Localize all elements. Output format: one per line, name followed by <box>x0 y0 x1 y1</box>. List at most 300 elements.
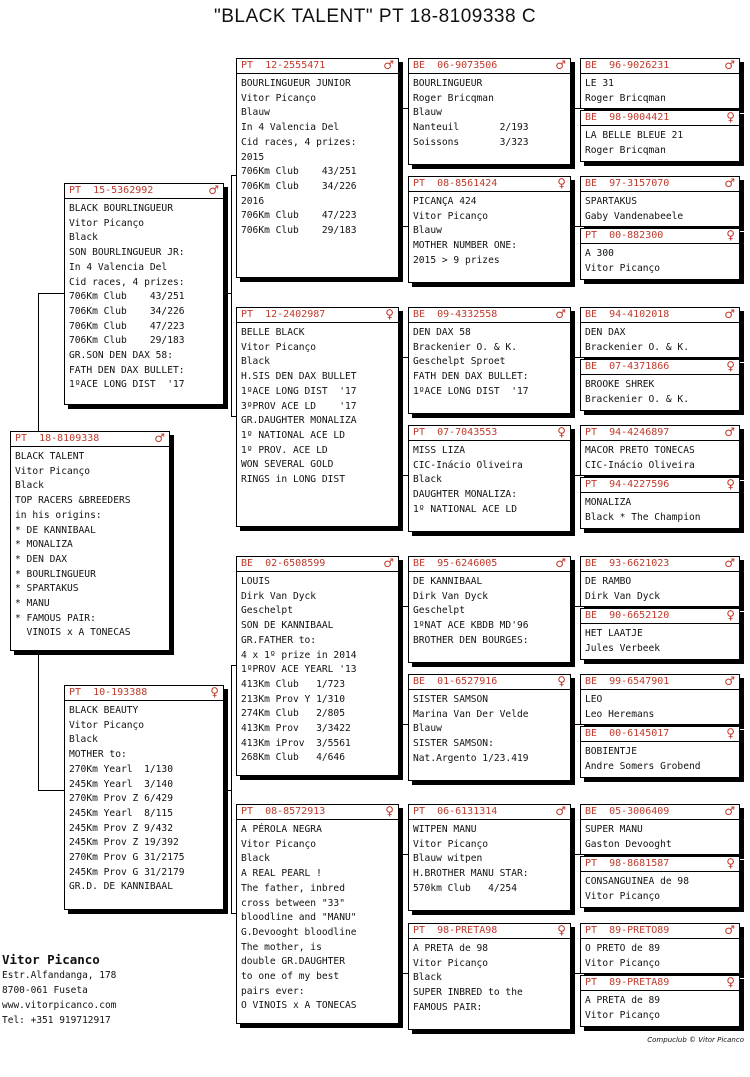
pigeon-name: BELLE BLACK <box>241 327 305 338</box>
male-symbol-icon: ♂ <box>383 58 394 72</box>
detail-line: 245Km Prov Z 9/432 <box>69 822 173 834</box>
pigeon-card-ggp-5[interactable] <box>408 556 571 663</box>
detail-line: 706Km Club 47/223 <box>241 210 357 222</box>
pigeon-name: SPARTAKUS <box>585 196 637 207</box>
breeder-phone: Tel: +351 919712917 <box>2 1015 111 1026</box>
connector-line <box>400 973 408 974</box>
detail-line: Black <box>413 972 442 984</box>
ring-number: BE 05-3006409 ♂ <box>581 805 739 820</box>
card-details <box>581 441 739 473</box>
female-symbol-icon: ♀ <box>385 804 394 818</box>
detail-line: In 4 Valencia Del <box>241 122 340 134</box>
pigeon-card-g12[interactable] <box>580 726 740 778</box>
detail-line: G.Devooght bloodline <box>241 926 357 938</box>
card-details <box>581 690 739 722</box>
pigeon-card-g7[interactable] <box>580 425 740 476</box>
card-details <box>581 74 739 106</box>
detail-line: bloodline and "MANU" <box>241 912 357 924</box>
detail-line: Geschelpt <box>241 605 293 617</box>
ring-number: PT 12-2555471 ♂ <box>237 59 398 74</box>
female-symbol-icon: ♀ <box>557 425 566 439</box>
detail-line: TOP RACERS &BREEDERS <box>15 495 131 507</box>
detail-line: 570km Club 4/254 <box>413 882 517 894</box>
detail-line: * FAMOUS PAIR: <box>15 612 96 624</box>
male-symbol-icon: ♂ <box>555 58 566 72</box>
pigeon-name: WITPEN MANU <box>413 824 477 835</box>
card-details <box>65 199 223 393</box>
detail-line: Geschelpt Sproet <box>413 356 506 368</box>
ring-number: PT 89-PRETO89 ♂ <box>581 924 739 939</box>
connector-line <box>400 724 408 725</box>
male-symbol-icon: ♂ <box>724 58 735 72</box>
pigeon-name: LE 31 <box>585 78 614 89</box>
connector-line <box>38 790 64 791</box>
pigeon-name: BROOKE SHREK <box>585 379 655 390</box>
pigeon-name: LEO <box>585 694 603 705</box>
detail-line: 245Km Prov G 31/2179 <box>69 866 185 878</box>
detail-line: RINGS in LONG DIST <box>241 474 345 486</box>
male-symbol-icon: ♂ <box>555 307 566 321</box>
pigeon-name: BLACK BOURLINGUEUR <box>69 203 173 214</box>
detail-line: Blauw <box>241 107 270 119</box>
detail-line: GR.DAUGHTER MONALIZA <box>241 415 357 427</box>
pigeon-card-g2[interactable] <box>580 110 740 162</box>
card-details <box>409 441 570 518</box>
pigeon-name: MISS LIZA <box>413 445 465 456</box>
pigeon-card-ggp-1[interactable] <box>408 58 571 165</box>
detail-line: 1º NATIONAL ACE LD <box>241 429 345 441</box>
pigeon-card-g9[interactable] <box>580 556 740 607</box>
detail-line: Vitor Picanço <box>69 217 145 229</box>
female-symbol-icon: ♀ <box>726 477 735 491</box>
pigeon-card-sire-sire[interactable] <box>236 58 399 278</box>
detail-line: CIC-Inácio Oliveira <box>585 459 695 471</box>
detail-line: Leo Heremans <box>585 708 655 720</box>
pigeon-card-ggp-2[interactable] <box>408 176 571 283</box>
detail-line: 706Km Club 47/223 <box>69 320 185 332</box>
detail-line: * SPARTAKUS <box>15 583 79 595</box>
card-details <box>581 572 739 604</box>
card-details <box>409 690 570 767</box>
pigeon-card-g1[interactable] <box>580 58 740 109</box>
ring-number: PT 94-4227596 ♀ <box>581 478 739 493</box>
detail-line: The father, inbred <box>241 882 345 894</box>
detail-line: 1ºPROV ACE YEARL '13 <box>241 664 357 676</box>
ring-number: PT 08-8572913 ♀ <box>237 805 398 820</box>
male-symbol-icon: ♂ <box>724 307 735 321</box>
detail-line: Vitor Picanço <box>585 262 661 274</box>
detail-line: GR.D. DE KANNIBAAL <box>69 881 173 893</box>
detail-line: Black <box>241 853 270 865</box>
detail-line: Soissons 3/323 <box>413 136 529 148</box>
male-symbol-icon: ♂ <box>724 425 735 439</box>
connector-line <box>400 357 408 358</box>
pigeon-card-g16[interactable] <box>580 975 740 1027</box>
detail-line: SISTER SAMSON: <box>413 738 494 750</box>
detail-line: 2015 <box>241 151 265 163</box>
detail-line: Brackenier O. & K. <box>413 341 517 353</box>
detail-line: 706Km Club 34/226 <box>69 305 185 317</box>
detail-line: Gaby Vandenabeele <box>585 210 684 222</box>
detail-line: Brackenier O. & K. <box>585 341 689 353</box>
card-details <box>581 872 739 904</box>
female-symbol-icon: ♀ <box>726 856 735 870</box>
detail-line: 1º NATIONAL ACE LD <box>413 503 517 515</box>
detail-line: Black <box>241 356 270 368</box>
detail-line: A REAL PEARL ! <box>241 868 322 880</box>
detail-line: MOTHER NUMBER ONE: <box>413 240 517 252</box>
connector-line <box>400 606 408 607</box>
card-details <box>237 323 398 488</box>
detail-line: Marina Van Der Velde <box>413 708 529 720</box>
pigeon-card-g8[interactable] <box>580 477 740 529</box>
pigeon-card-g4[interactable] <box>580 228 740 280</box>
breeder-address: Estr.Alfandanga, 178 <box>2 970 117 981</box>
male-symbol-icon: ♂ <box>724 556 735 570</box>
card-details <box>581 493 739 525</box>
pigeon-name: DEN DAX 58 <box>413 327 471 338</box>
ring-number: PT 00-882300 ♀ <box>581 229 739 244</box>
pigeon-name: BOURLINGUEUR <box>413 78 483 89</box>
pigeon-name: BOURLINGUEUR JUNIOR <box>241 78 351 89</box>
detail-line: * MANU <box>15 598 50 610</box>
pigeon-card-dam-sire[interactable] <box>236 556 399 776</box>
pigeon-card-ggp-7[interactable] <box>408 804 571 911</box>
card-details <box>409 572 570 649</box>
card-details <box>581 742 739 774</box>
ring-number: BE 00-6145017 ♀ <box>581 727 739 742</box>
detail-line: 1ºACE LONG DIST '17 <box>413 385 529 397</box>
pigeon-card-sire[interactable] <box>64 183 224 405</box>
ring-number: BE 09-4332558 ♂ <box>409 308 570 323</box>
detail-line: 3ºPROV ACE LD '17 <box>241 400 357 412</box>
pigeon-card-g15[interactable] <box>580 923 740 974</box>
footer-credit: Compuclub © Vitor Picanco <box>647 1036 744 1044</box>
detail-line: SUPER INBRED to the <box>413 987 523 999</box>
ring-number: PT 07-7043553 ♀ <box>409 426 570 441</box>
detail-line: Vitor Picanço <box>585 890 661 902</box>
connector-line <box>572 357 580 358</box>
pigeon-card-ggp-3[interactable] <box>408 307 571 414</box>
pigeon-name: SISTER SAMSON <box>413 694 489 705</box>
breeder-info <box>2 952 116 1028</box>
detail-line: Blauw witpen <box>413 853 483 865</box>
detail-line: Roger Bricqman <box>585 144 666 156</box>
pigeon-card-g10[interactable] <box>580 608 740 660</box>
detail-line: SON BOURLINGUEUR JR: <box>69 247 185 259</box>
connector-line <box>572 724 580 725</box>
detail-line: FATH DEN DAX BULLET: <box>413 371 529 383</box>
detail-line: Black <box>69 734 98 746</box>
breeder-website[interactable]: www.vitorpicanco.com <box>2 1000 117 1011</box>
detail-line: H.SIS DEN DAX BULLET <box>241 371 357 383</box>
card-details <box>581 624 739 656</box>
card-details <box>581 126 739 158</box>
female-symbol-icon: ♀ <box>557 923 566 937</box>
detail-line: H.BROTHER MANU STAR: <box>413 868 529 880</box>
female-symbol-icon: ♀ <box>726 359 735 373</box>
detail-line: Roger Bricqman <box>413 92 494 104</box>
male-symbol-icon: ♂ <box>555 804 566 818</box>
breeder-name: Vitor Picanco <box>2 952 100 967</box>
detail-line: 1ºACE LONG DIST '17 <box>69 379 185 391</box>
detail-line: Vitor Picanço <box>15 465 91 477</box>
detail-line: Dirk Van Dyck <box>585 590 661 602</box>
ring-number: PT 06-6131314 ♂ <box>409 805 570 820</box>
detail-line: 245Km Yearl 8/115 <box>69 807 173 819</box>
pigeon-card-sire-dam[interactable] <box>236 307 399 527</box>
detail-line: 2016 <box>241 195 265 207</box>
female-symbol-icon: ♀ <box>557 674 566 688</box>
detail-line: Black <box>15 480 44 492</box>
detail-line: GR.SON DEN DAX 58: <box>69 350 173 362</box>
male-symbol-icon: ♂ <box>555 556 566 570</box>
pigeon-name: PICANÇA 424 <box>413 196 477 207</box>
detail-line: O VINOIS x A TONECAS <box>241 1000 357 1012</box>
detail-line: 706Km Club 34/226 <box>241 180 357 192</box>
connector-line <box>400 108 408 109</box>
detail-line: MOTHER to: <box>69 749 127 761</box>
detail-line: Gaston Devooght <box>585 838 672 850</box>
detail-line: 270Km Prov Z 6/429 <box>69 793 173 805</box>
detail-line: Jules Verbeek <box>585 642 661 654</box>
pigeon-card-ggp-4[interactable] <box>408 425 571 532</box>
detail-line: The mother, is <box>241 941 322 953</box>
detail-line: double GR.DAUGHTER <box>241 956 345 968</box>
pigeon-card-g11[interactable] <box>580 674 740 725</box>
detail-line: Vitor Picanço <box>241 92 317 104</box>
connector-line <box>400 475 408 476</box>
card-details <box>581 192 739 224</box>
ring-number: PT 98-8681587 ♀ <box>581 857 739 872</box>
detail-line: 270Km Prov G 31/2175 <box>69 852 185 864</box>
detail-line: cross between "33" <box>241 897 345 909</box>
detail-line: 706Km Club 29/183 <box>69 335 185 347</box>
pigeon-card-subject[interactable] <box>10 431 170 651</box>
ring-number: BE 98-9004421 ♀ <box>581 111 739 126</box>
detail-line: 1ºACE LONG DIST '17 <box>241 385 357 397</box>
detail-line: Vitor Picanço <box>241 341 317 353</box>
detail-line: Nanteuil 2/193 <box>413 122 529 134</box>
pigeon-name: CONSANGUINEA de 98 <box>585 876 689 887</box>
card-details <box>581 375 739 407</box>
connector-line <box>572 606 580 607</box>
ring-number: PT 08-8561424 ♀ <box>409 177 570 192</box>
detail-line: Vitor Picanço <box>413 838 489 850</box>
pigeon-name: BOBIENTJE <box>585 746 637 757</box>
connector-line <box>572 108 580 109</box>
card-details <box>237 820 398 1014</box>
detail-line: 413Km Club 1/723 <box>241 678 345 690</box>
ring-number: PT 10-193388 ♀ <box>65 686 223 701</box>
detail-line: 270Km Yearl 1/130 <box>69 763 173 775</box>
pigeon-name: LA BELLE BLEUE 21 <box>585 130 684 141</box>
pigeon-name: A PRETA de 89 <box>585 995 661 1006</box>
pigeon-name: HET LAATJE <box>585 628 643 639</box>
detail-line: Black <box>413 474 442 486</box>
ring-number: PT 18-8109338 ♂ <box>11 432 169 447</box>
female-symbol-icon: ♀ <box>385 307 394 321</box>
detail-line: 413Km Prov 3/3422 <box>241 723 351 735</box>
ring-number: PT 89-PRETA89 ♀ <box>581 976 739 991</box>
ring-number: BE 97-3157070 ♂ <box>581 177 739 192</box>
connector-line <box>400 226 408 227</box>
ring-number: BE 95-6246005 ♂ <box>409 557 570 572</box>
detail-line: 706Km Club 29/183 <box>241 225 357 237</box>
detail-line: Dirk Van Dyck <box>413 590 489 602</box>
pigeon-name: A 300 <box>585 248 614 259</box>
detail-line: 245Km Yearl 3/140 <box>69 778 173 790</box>
ring-number: PT 12-2402987 ♀ <box>237 308 398 323</box>
ring-number: BE 96-9026231 ♂ <box>581 59 739 74</box>
page-title: "BLACK TALENT" PT 18-8109338 C <box>213 6 537 27</box>
detail-line: Blauw <box>413 225 442 237</box>
female-symbol-icon: ♀ <box>726 608 735 622</box>
pigeon-card-g3[interactable] <box>580 176 740 227</box>
female-symbol-icon: ♀ <box>210 685 219 699</box>
card-details <box>581 323 739 355</box>
pigeon-name: A PÉROLA NEGRA <box>241 824 322 835</box>
female-symbol-icon: ♀ <box>557 176 566 190</box>
detail-line: Blauw <box>413 723 442 735</box>
detail-line: DAUGHTER MONALIZA: <box>413 489 517 501</box>
ring-number: BE 99-6547901 ♂ <box>581 675 739 690</box>
card-details <box>409 939 570 1016</box>
detail-line: Nat.Argento 1/23.419 <box>413 752 529 764</box>
detail-line: * DE KANNIBAAL <box>15 524 96 536</box>
female-symbol-icon: ♀ <box>726 726 735 740</box>
detail-line: Vitor Picanço <box>413 210 489 222</box>
detail-line: Cid races, 4 prizes: <box>69 276 185 288</box>
card-details <box>409 820 570 897</box>
male-symbol-icon: ♂ <box>724 923 735 937</box>
card-details <box>581 991 739 1023</box>
detail-line: BROTHER DEN BOURGES: <box>413 634 529 646</box>
ring-number: BE 01-6527916 ♀ <box>409 675 570 690</box>
female-symbol-icon: ♀ <box>726 975 735 989</box>
detail-line: 1º PROV. ACE LD <box>241 444 328 456</box>
pigeon-name: BLACK TALENT <box>15 451 85 462</box>
detail-line: Andre Somers Grobend <box>585 760 701 772</box>
pigeon-name: LOUIS <box>241 576 270 587</box>
connector-line <box>231 175 232 416</box>
pigeon-card-g13[interactable] <box>580 804 740 855</box>
detail-line: Brackenier O. & K. <box>585 393 689 405</box>
detail-line: Blauw <box>413 107 442 119</box>
detail-line: Vitor Picanço <box>585 957 661 969</box>
detail-line: Vitor Picanço <box>413 957 489 969</box>
pigeon-name: DEN DAX <box>585 327 626 338</box>
detail-line: GR.FATHER to: <box>241 634 317 646</box>
detail-line: 413Km iProv 3/5561 <box>241 737 351 749</box>
pigeon-card-ggp-6[interactable] <box>408 674 571 781</box>
detail-line: Vitor Picanço <box>241 838 317 850</box>
male-symbol-icon: ♂ <box>383 556 394 570</box>
connector-line <box>231 665 232 914</box>
detail-line: 245Km Prov Z 19/392 <box>69 837 179 849</box>
detail-line: 213Km Prov Y 1/310 <box>241 693 345 705</box>
detail-line: Geschelpt <box>413 605 465 617</box>
detail-line: * DEN DAX <box>15 553 67 565</box>
ring-number: PT 98-PRETA98 ♀ <box>409 924 570 939</box>
female-symbol-icon: ♀ <box>726 228 735 242</box>
card-details <box>581 244 739 276</box>
detail-line: 1ºNAT ACE KBDB MD'96 <box>413 620 529 632</box>
detail-line: 706Km Club 43/251 <box>69 291 185 303</box>
detail-line: Vitor Picanço <box>69 719 145 731</box>
detail-line: In 4 Valencia Del <box>69 261 168 273</box>
card-details <box>409 192 570 269</box>
detail-line: CIC-Inácio Oliveira <box>413 459 523 471</box>
detail-line: 706Km Club 43/251 <box>241 166 357 178</box>
pigeon-card-g6[interactable] <box>580 359 740 411</box>
pigeon-name: SUPER MANU <box>585 824 643 835</box>
pigeon-name: BLACK BEAUTY <box>69 705 139 716</box>
female-symbol-icon: ♀ <box>726 110 735 124</box>
card-details <box>237 572 398 766</box>
card-details <box>65 701 223 895</box>
ring-number: PT 15-5362992 ♂ <box>65 184 223 199</box>
ring-number: BE 07-4371866 ♀ <box>581 360 739 375</box>
detail-line: SON DE KANNIBAAL <box>241 620 334 632</box>
detail-line: VINOIS x A TONECAS <box>15 627 131 639</box>
connector-line <box>38 293 64 294</box>
male-symbol-icon: ♂ <box>724 804 735 818</box>
detail-line: FATH DEN DAX BULLET: <box>69 364 185 376</box>
detail-line: * BOURLINGUEUR <box>15 568 96 580</box>
ring-number: BE 90-6652120 ♀ <box>581 609 739 624</box>
connector-line <box>572 854 580 855</box>
pigeon-name: A PRETA de 98 <box>413 943 489 954</box>
card-details <box>409 323 570 400</box>
ring-number: PT 94-4246897 ♂ <box>581 426 739 441</box>
male-symbol-icon: ♂ <box>724 176 735 190</box>
connector-line <box>400 854 408 855</box>
connector-line <box>572 475 580 476</box>
detail-line: pairs ever: <box>241 985 305 997</box>
pigeon-card-dam-dam[interactable] <box>236 804 399 1024</box>
detail-line: WON SEVERAL GOLD <box>241 459 334 471</box>
breeder-postal: 8700-061 Fuseta <box>2 985 88 996</box>
detail-line: Black * The Champion <box>585 511 701 523</box>
male-symbol-icon: ♂ <box>724 674 735 688</box>
pigeon-name: MONALIZA <box>585 497 632 508</box>
connector-line <box>572 226 580 227</box>
pigeon-card-ggp-8[interactable] <box>408 923 571 1030</box>
ring-number: BE 94-4102018 ♂ <box>581 308 739 323</box>
card-details <box>581 939 739 971</box>
card-details <box>237 74 398 239</box>
pigeon-name: DE KANNIBAAL <box>413 576 483 587</box>
detail-line: 4 x 1º prize in 2014 <box>241 649 357 661</box>
detail-line: Roger Bricqman <box>585 92 666 104</box>
connector-line <box>572 973 580 974</box>
pigeon-card-dam[interactable] <box>64 685 224 910</box>
detail-line: Vitor Picanço <box>585 1009 661 1021</box>
connector-line <box>38 651 39 791</box>
pigeon-name: DE RAMBO <box>585 576 632 587</box>
pigeon-card-g14[interactable] <box>580 856 740 908</box>
card-details <box>581 820 739 852</box>
connector-line <box>38 293 39 431</box>
detail-line: Black <box>69 232 98 244</box>
detail-line: 268Km Club 4/646 <box>241 752 345 764</box>
detail-line: 2015 > 9 prizes <box>413 254 500 266</box>
detail-line: Cid races, 4 prizes: <box>241 136 357 148</box>
detail-line: to one of my best <box>241 971 340 983</box>
pigeon-card-g5[interactable] <box>580 307 740 358</box>
pigeon-name: MACOR PRETO TONECAS <box>585 445 695 456</box>
